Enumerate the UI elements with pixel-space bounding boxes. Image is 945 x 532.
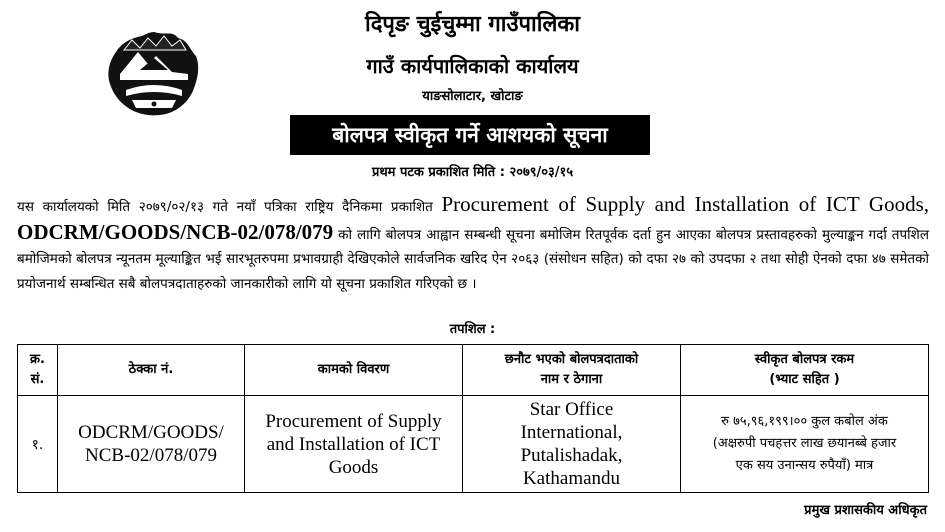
- cell-amount: [681, 396, 929, 493]
- amount-line-1: रु ७५,९६,१९९।०० कुल कबोल अंक: [721, 414, 888, 429]
- municipality-name: दिपृङ चुईचुम्मा गाउँपालिका: [365, 12, 580, 37]
- cell-description: [245, 396, 463, 493]
- header-serial: [18, 345, 58, 396]
- office-address: याङसोलाटार, खोटाङ: [422, 89, 523, 104]
- bidder-line-2: International,: [520, 422, 623, 443]
- cell-contract-no: [58, 396, 245, 493]
- signatory: प्रमुख प्रशासकीय अधिकृत: [804, 503, 927, 518]
- amount-line-3: एक सय उनान्सय रुपैयाँ) मात्र: [735, 458, 874, 473]
- office-name: गाउँ कार्यपालिकाको कार्यालय: [366, 54, 579, 78]
- bidder-line-4: Kathamandu: [522, 468, 621, 489]
- cell-bidder: [463, 396, 681, 493]
- body-text-part-1: यस कार्यालयको मिति २०७९/०२/१३ गते नयाँ पत्रिका राष्ट्रिय दैनिकमा प्रकाशित: [17, 199, 442, 215]
- header-amount: [681, 345, 929, 396]
- header-amount-line-1: स्वीकृत बोलपत्र रकम: [754, 352, 855, 367]
- header-bidder-line-2: नाम र ठेगाना: [540, 372, 603, 387]
- procurement-title: Procurement of Supply and Installation of ICT Goods,: [441, 192, 929, 216]
- contract-no-line-1: ODCRM/GOODS/: [78, 422, 224, 443]
- header-bidder: [463, 345, 681, 396]
- contract-reference: ODCRM/GOODS/NCB-02/078/079: [17, 219, 334, 244]
- description-line-3: Goods: [328, 456, 379, 478]
- bidder-line-1: Star Office: [529, 399, 614, 420]
- header-amount-line-2: (भ्याट सहित ): [769, 372, 840, 387]
- contract-no-line-2: NCB-02/078/079: [85, 445, 217, 466]
- bidder-line-3: Putalishadak,: [520, 445, 623, 466]
- header-contract-no: ठेक्का नं.: [58, 345, 245, 396]
- description-line-2: and Installation of ICT: [266, 433, 441, 455]
- body-text-part-2: को लागि बोलपत्र आह्वान सम्बन्धी सूचना बमोजिम रितपूर्वक दर्ता हुन आएका बोलपत्र प्रस्तावहरुको मुल्याङ्कन गर्दा तपशिल बमोजिमको बोलपत्र न्यूनतम मूल्याङ्कित भई सारभूतरुपमा प्रभावग्राही देखिएकोले सार्वजनिक खरिद ऐन २०६३ (संसोधन सहित) को दफा २७ को उपदफा २ तथा सोही ऐनको दफा ४७ समेतको प्रयोजनार्थ सम्बन्धित सबै बोलपत्रदाताहरुको जानकारीको लागि यो सूचना प्रकाशित गरिएको छ ।: [17, 226, 929, 292]
- cell-serial: १.: [18, 396, 58, 493]
- header-description: कामको विवरण: [245, 345, 463, 396]
- notice-title: बोलपत्र स्वीकृत गर्ने आशयको सूचना: [290, 115, 650, 155]
- header-serial-line-2: सं.: [30, 372, 45, 387]
- amount-line-2: (अक्षरुपी पचहत्तर लाख छयानब्बे हजार: [712, 436, 897, 451]
- header-serial-line-1: क्र.: [30, 352, 45, 367]
- table-row: [18, 396, 929, 493]
- details-heading: तपशिल :: [449, 322, 496, 337]
- description-line-1: Procurement of Supply: [265, 410, 442, 432]
- header-bidder-line-1: छनौट भएको बोलपत्रदाताको: [504, 352, 639, 367]
- awarded-bid-table: [17, 344, 929, 493]
- table-header-row: [18, 345, 929, 396]
- first-published-date: प्रथम पटक प्रकाशित मिति : २०७९/०३/१५: [371, 165, 574, 180]
- notice-body: [17, 192, 929, 296]
